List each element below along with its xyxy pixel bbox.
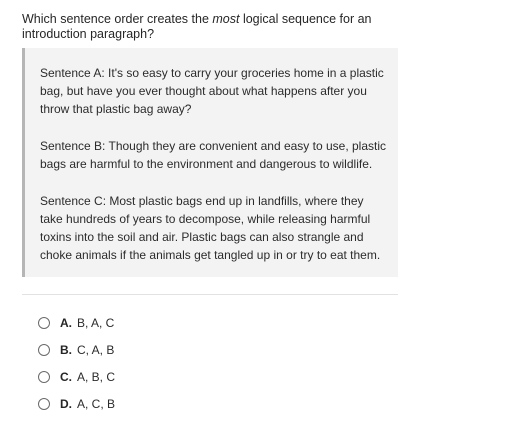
option-d[interactable] [38, 390, 115, 417]
question-text [22, 12, 402, 42]
radio-button-b[interactable] [38, 344, 50, 356]
sentence-a: Sentence A: It's so easy to carry your groceries home in a plastic bag, but have you ever thought about what happens after you throw that plastic bag away? [40, 66, 384, 116]
answer-options [38, 309, 115, 417]
option-a-letter: A. [60, 315, 72, 330]
question-emphasis: most [212, 12, 240, 26]
option-c-letter: C. [60, 369, 72, 384]
divider [22, 294, 398, 295]
option-c[interactable] [38, 363, 115, 390]
question-text-start: Which sentence order creates the [22, 12, 213, 26]
option-b[interactable] [38, 336, 115, 363]
option-a[interactable] [38, 309, 115, 336]
question-text-end: logical sequence for an introduction paragraph? [22, 12, 372, 41]
option-d-letter: D. [60, 396, 72, 411]
option-b-letter: B. [60, 342, 72, 357]
sentence-c: Sentence C: Most plastic bags end up in landfills, where they take hundreds of years to decompose, while releasing harmful toxins into the soil and air. Plastic bags can also strangle and choke animals if the animals get tangled up in or try to eat them. [40, 194, 381, 262]
radio-button-d[interactable] [38, 398, 50, 410]
option-a-text: B, A, C [77, 315, 115, 330]
option-c-text: A, B, C [77, 369, 116, 384]
option-b-text: C, A, B [77, 342, 115, 357]
radio-button-a[interactable] [38, 317, 50, 329]
option-d-text: A, C, B [77, 396, 116, 411]
sentence-b: Sentence B: Though they are convenient and easy to use, plastic bags are harmful to the environment and dangerous to wildlife. [40, 139, 387, 171]
radio-button-c[interactable] [38, 371, 50, 383]
passage-box [22, 48, 398, 277]
